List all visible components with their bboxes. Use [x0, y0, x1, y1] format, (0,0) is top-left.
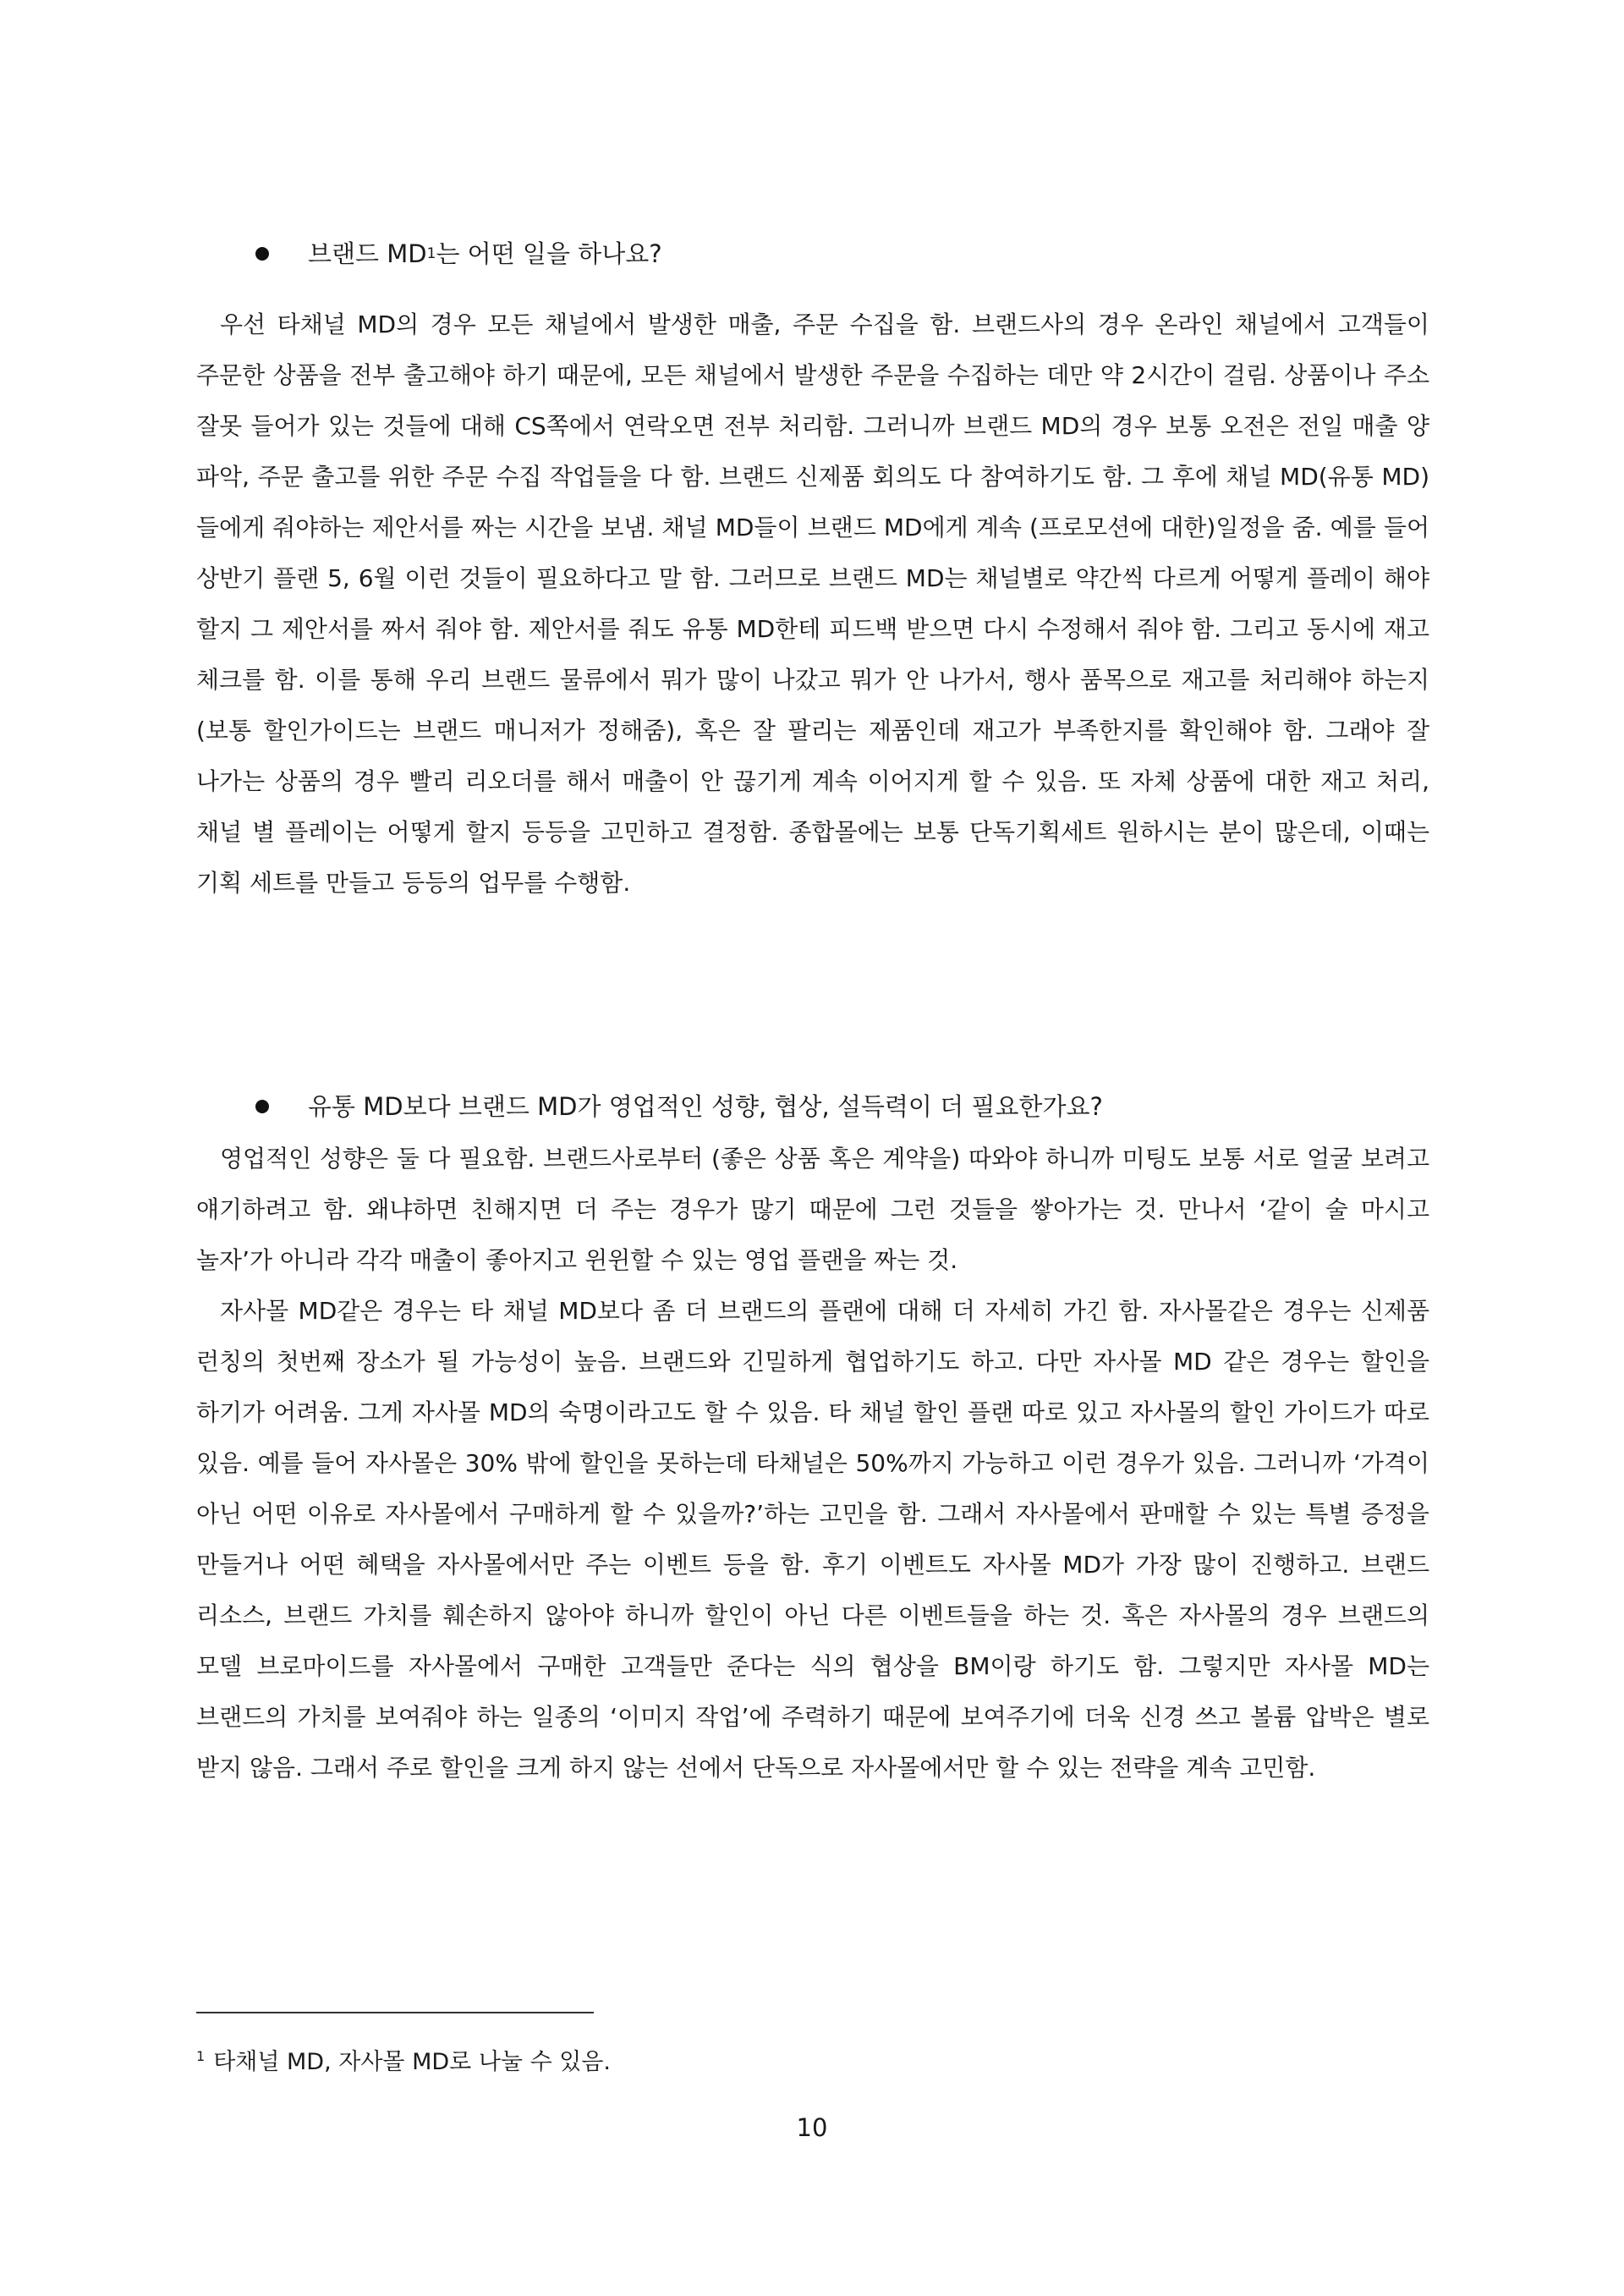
- footnote-marker: 1: [196, 2048, 206, 2064]
- body-paragraph: 우선 타채널 MD의 경우 모든 채널에서 발생한 매출, 주문 수집을 함. 브랜드사의 경우 온라인 채널에서 고객들이 주문한 상품을 전부 출고해야 하기 때문에, 모든 채널에서 발생한 주문을 수집하는 데만 약 2시간이 걸림. 상품이나 주소 잘못 들어가 있는 것들에 대해 CS쪽에서 연락오면 전부 처리함. 그러니까 브랜드 MD의 경우 보통 오전은 전일 매출 양 파악, 주문 출고를 위한 주문 수집 작업들을 다 함. 브랜드 신제품 회의도 다 참여하기도 함. 그 후에 채널 MD(유통 MD)들에게 줘야하는 제안서를 짜는 시간을 보냄. 채널 MD들이 브랜드 MD에게 계속 (프로모션에 대한)일정을 줌. 예를 들어 상반기 플랜 5, 6월 이런 것들이 필요하다고 말 함. 그러므로 브랜드 MD는 채널별로 약간씩 다르게 어떻게 플레이 해야 할지 그 제안서를 짜서 줘야 함. 제안서를 줘도 유통 MD한테 피드백 받으면 다시 수정해서 줘야 함. 그리고 동시에 재고 체크를 함. 이를 통해 우리 브랜드 물류에서 뭐가 많이 나갔고 뭐가 안 나가서, 행사 품목으로 재고를 처리해야 하는지(보통 할인가이드는 브랜드 매니저가 정해줌), 혹은 잘 팔리는 제품인데 재고가 부족한지를 확인해야 함. 그래야 잘 나가는 상품의 경우 빨리 리오더를 해서 매출이 안 끊기게 계속 이어지게 할 수 있음. 또 자체 상품에 대한 재고 처리, 채널 별 플레이는 어떻게 할지 등등을 고민하고 결정함. 종합몰에는 보통 단독기획세트 원하시는 분이 많은데, 이때는 기획 세트를 만들고 등등의 업무를 수행함.: [196, 310, 1429, 897]
- body-paragraph: 자사몰 MD같은 경우는 타 채널 MD보다 좀 더 브랜드의 플랜에 대해 더 자세히 가긴 함. 자사몰같은 경우는 신제품 런칭의 첫번째 장소가 될 가능성이 높음. 브랜드와 긴밀하게 협업하기도 하고. 다만 자사몰 MD 같은 경우는 할인을 하기가 어려움. 그게 자사몰 MD의 숙명이라고도 할 수 있음. 타 채널 할인 플랜 따로 있고 자사몰의 할인 가이드가 따로 있음. 예를 들어 자사몰은 30% 밖에 할인을 못하는데 타채널은 50%까지 가능하고 이런 경우가 있음. 그러니까 ‘가격이 아닌 어떤 이유로 자사몰에서 구매하게 할 수 있을까?’하는 고민을 함. 그래서 자사몰에서 판매할 수 있는 특별 증정을 만들거나 어떤 혜택을 자사몰에서만 주는 이벤트 등을 함. 후기 이벤트도 자사몰 MD가 가장 많이 진행하고. 브랜드 리소스, 브랜드 가치를 훼손하지 않아야 하니까 할인이 아닌 다른 이벤트들을 하는 것. 혹은 자사몰의 경우 브랜드의 모델 브로마이드를 자사몰에서 구매한 고객들만 준다는 식의 협상을 BM이랑 하기도 함. 그렇지만 자사몰 MD는 브랜드의 가치를 보여줘야 하는 일종의 ‘이미지 작업’에 주력하기 때문에 보여주기에 더욱 신경 쓰고 볼륨 압박은 별로 받지 않음. 그래서 주로 할인을 크게 하지 않는 선에서 단독으로 자사몰에서만 할 수 있는 전략을 계속 고민함.: [196, 1297, 1429, 1782]
- section-heading: 브랜드 MD 1 는 어떤 일을 하나요?: [196, 237, 1429, 271]
- heading-text: 유통 MD보다 브랜드 MD가 영업적인 성향, 협상, 설득력이 더 필요한가요?: [308, 1092, 1103, 1121]
- bullet-icon: [255, 1100, 269, 1113]
- footnote-divider: [196, 2012, 594, 2013]
- footnote-text: 타채널 MD, 자사몰 MD로 나눌 수 있음.: [213, 2049, 612, 2075]
- section-distribution-vs-brand-md: [196, 1090, 1429, 1793]
- heading-text: 브랜드 MD: [308, 239, 427, 268]
- section-brand-md: [196, 237, 1429, 909]
- heading-text-suffix: 는 어떤 일을 하나요?: [436, 239, 662, 268]
- section-heading: [196, 1090, 1429, 1123]
- page-number: 10: [796, 2113, 828, 2142]
- bullet-icon: [255, 247, 269, 261]
- body-paragraph: 영업적인 성향은 둘 다 필요함. 브랜드사로부터 (좋은 상품 혹은 계약을) 따와야 하니까 미팅도 보통 서로 얼굴 보려고 얘기하려고 함. 왜냐하면 친해지면 더 주는 경우가 많기 때문에 그런 것들을 쌓아가는 것. 만나서 ‘같이 술 마시고 놀자’가 아니라 각각 매출이 좋아지고 윈윈할 수 있는 영업 플랜을 짜는 것.: [196, 1145, 1429, 1274]
- footnote: [196, 2047, 611, 2078]
